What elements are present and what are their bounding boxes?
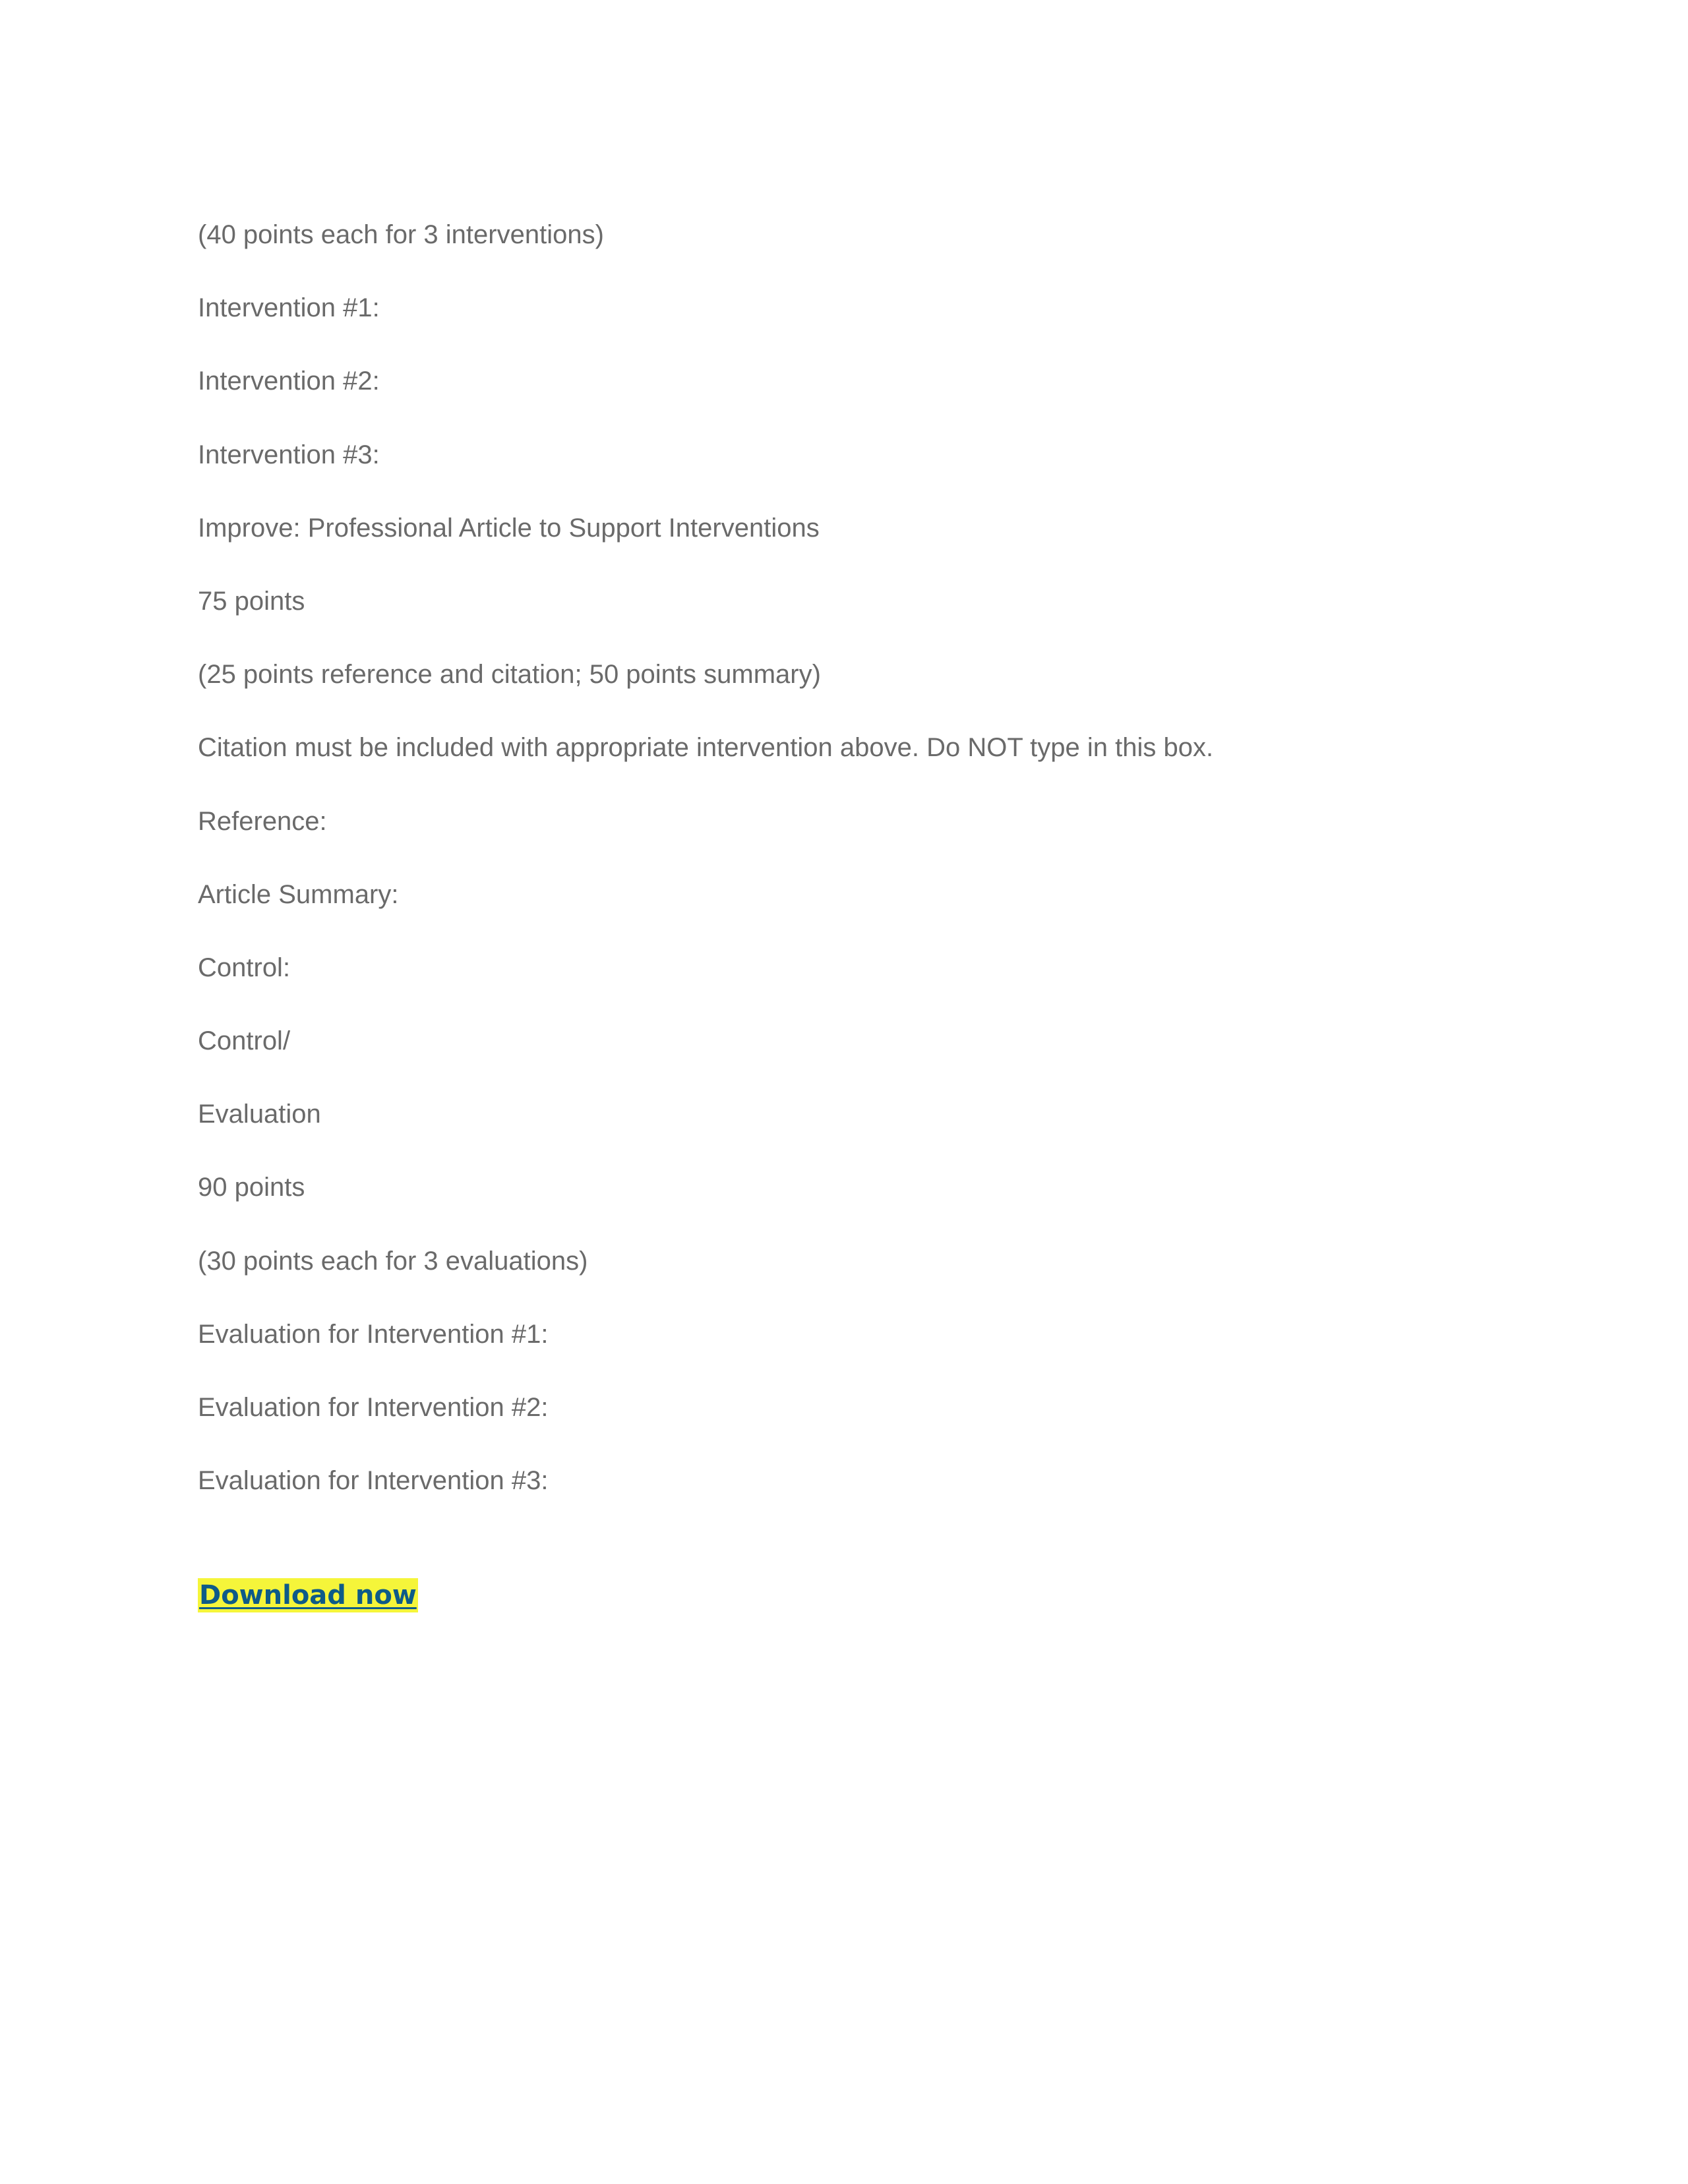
download-now-link[interactable]: Download now: [198, 1578, 418, 1612]
control-label: Control:: [198, 953, 291, 982]
document-body: [198, 214, 1582, 1533]
improve-heading: Improve: Professional Article to Support Interventions: [198, 513, 820, 543]
improve-points: 75 points: [198, 586, 305, 616]
evaluation-intervention-3-label: Evaluation for Intervention #3:: [198, 1466, 549, 1496]
points-note-evaluations: (30 points each for 3 evaluations): [198, 1246, 588, 1276]
evaluation-heading: Evaluation: [198, 1100, 321, 1129]
intervention-1-label: Intervention #1:: [198, 293, 380, 323]
points-note-interventions: (40 points each for 3 interventions): [198, 220, 604, 249]
intervention-2-label: Intervention #2:: [198, 367, 380, 396]
evaluation-intervention-1-label: Evaluation for Intervention #1:: [198, 1319, 549, 1349]
control-heading: Control/: [198, 1026, 291, 1056]
article-summary-label: Article Summary:: [198, 879, 399, 909]
intervention-3-label: Intervention #3:: [198, 440, 380, 469]
points-note-reference: (25 points reference and citation; 50 points summary): [198, 660, 821, 690]
evaluation-points: 90 points: [198, 1173, 305, 1202]
citation-instruction: Citation must be included with appropriate intervention above. Do NOT type in this box.: [198, 733, 1214, 763]
reference-label: Reference:: [198, 806, 327, 836]
evaluation-intervention-2-label: Evaluation for Intervention #2:: [198, 1393, 549, 1422]
